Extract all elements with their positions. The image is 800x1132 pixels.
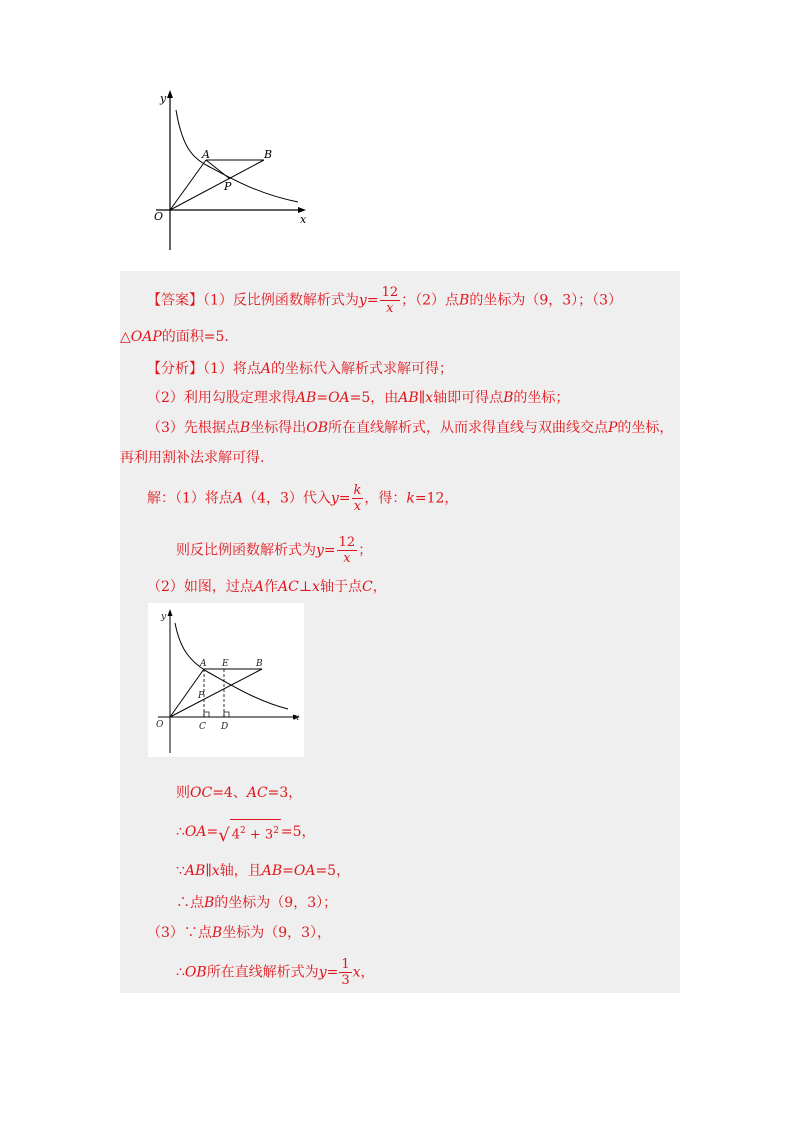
- sqrt-expression: √ $4^2 + 3^2$: [218, 819, 281, 845]
- hyperbola-curve: [175, 623, 288, 709]
- label-x: x: [294, 713, 300, 723]
- answer-tag: 【答案】: [147, 292, 203, 309]
- solution-line-2: 则反比例函数解析式为y= $\frac{12}{x}$ ；: [176, 535, 373, 566]
- label-a: A: [200, 659, 207, 669]
- fraction-1-over-3: $\frac{1}{3}$: [341, 957, 350, 988]
- analysis-line-1: 【分析】（1）将点A的坐标代入解析式求解可得；: [147, 361, 454, 377]
- answer-panel: [120, 271, 680, 993]
- label-a: A: [202, 148, 210, 161]
- hyperbola-curve: [176, 110, 298, 202]
- label-p: P: [224, 180, 232, 193]
- segment-ap: [206, 160, 230, 179]
- solution-line-5: ∴OA= √ $4^2 + 3^2$ =5，: [176, 819, 316, 845]
- right-angle-d: [224, 712, 229, 717]
- label-y: y: [160, 92, 167, 105]
- label-b: B: [264, 148, 273, 161]
- solution-line-4: 则OC=4、AC=3，: [176, 785, 303, 801]
- segment-ob: [170, 160, 264, 210]
- label-c: C: [199, 722, 206, 732]
- right-angle-c: [204, 712, 209, 717]
- analysis-line-2: （2）利用勾股定理求得AB=OA=5，由AB∥x轴即可得点B的坐标；: [147, 390, 570, 406]
- label-p: P: [198, 691, 205, 701]
- label-d: D: [221, 722, 229, 732]
- label-o: O: [154, 210, 164, 223]
- solution-line-6: ∵AB∥x轴，且AB=OA=5，: [176, 863, 351, 879]
- y-axis-arrow: [167, 90, 173, 98]
- fraction-12-over-x: $\frac{12}{x}$: [381, 285, 399, 316]
- label-x: x: [300, 213, 307, 226]
- fraction-12-over-x-2: $\frac{12}{x}$: [338, 535, 356, 566]
- segment-oa: [170, 160, 206, 210]
- solution-line-8: （3）∵点B坐标为（9，3），: [147, 925, 332, 941]
- label-e: E: [222, 659, 229, 669]
- analysis-line-4: 再利用割补法求解可得.: [120, 450, 265, 466]
- graph-figure-2: [148, 603, 304, 757]
- solution-line-7: ∴点B的坐标为（9，3）；: [176, 895, 338, 911]
- analysis-tag: 【分析】: [147, 361, 203, 377]
- answer-line-2: △OAP的面积=5.: [120, 329, 229, 345]
- solution-line-1: 解：（1）将点A（4，3）代入y= $\frac{k}{x}$ ，得：k=12，: [147, 483, 459, 514]
- answer-line-1: 【答案】（1）反比例函数解析式为y= $\frac{12}{x}$ ；（2）点B的坐标为（9，3）；（3）: [147, 285, 623, 316]
- label-o: O: [156, 720, 164, 730]
- fraction-k-over-x: $\frac{k}{x}$: [353, 483, 362, 514]
- solution-line-3: （2）如图，过点A作AC⊥x轴于点C，: [147, 579, 387, 595]
- label-y: y: [161, 612, 167, 622]
- analysis-line-3: （3）先根据点B坐标得出OB所在直线解析式，从而求得直线与双曲线交点P的坐标，: [147, 420, 674, 436]
- label-b: B: [256, 659, 263, 669]
- solution-line-9: ∴OB所在直线解析式为y= $\frac{1}{3}$ x，: [176, 957, 375, 988]
- y-axis-arrow: [168, 609, 173, 616]
- graph-figure-1: [148, 86, 318, 252]
